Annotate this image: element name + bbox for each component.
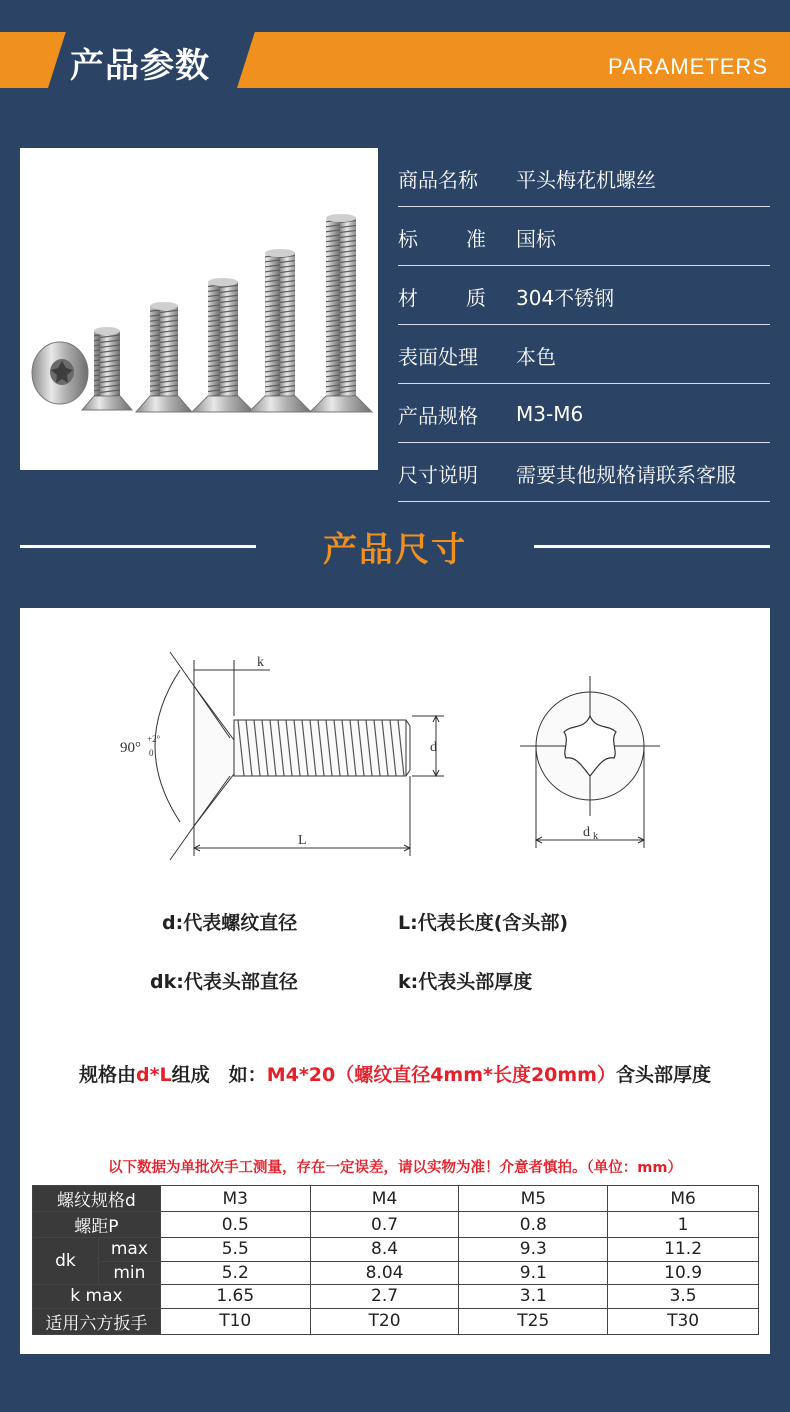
spec-label [398,341,516,370]
top-view [520,676,660,848]
spec-label-text: 准 [466,226,486,251]
spec-label [398,459,516,488]
spec-row-standard [398,207,770,266]
table-cell: 2.7 [310,1285,459,1309]
table-row-sublabel: max [98,1238,160,1262]
spec-label-text: 质 [466,285,486,310]
label-d: d [430,740,437,755]
table-cell: 8.04 [310,1261,459,1285]
table-row-label: 螺距P [33,1212,161,1238]
table-cell: T20 [310,1308,459,1334]
table-cell: 0.8 [459,1212,608,1238]
label-angle: 90° [120,740,141,756]
label-dk-sub: k [593,831,598,842]
spec-label [398,282,516,311]
table-row [33,1212,759,1238]
legend-L: L:代表长度(含头部) [398,912,569,934]
table-row-label: 适用六方扳手 [33,1308,161,1334]
measurement-notice: 以下数据为单批次手工测量，存在一定误差，请以实物为准！介意者慎拍。（单位：mm） [108,1160,682,1176]
spec-value: 需要其他规格请联系客服 [516,462,736,487]
table-header-label: 螺纹规格d [33,1186,161,1212]
label-angle-lower: 0 [149,748,154,758]
table-row [33,1285,759,1309]
spec-label [398,223,516,252]
spec-row-size [398,384,770,443]
technical-drawing [20,608,770,868]
table-cell: M3 [160,1186,310,1212]
table-cell: 9.1 [459,1261,608,1285]
screws-illustration [20,148,378,470]
table-cell: 5.5 [160,1238,310,1262]
table-cell: 9.3 [459,1238,608,1262]
table-row [33,1261,759,1285]
spec-label-text: 材 [398,285,418,310]
table-cell: 0.7 [310,1212,459,1238]
table-row [33,1308,759,1334]
top-view-labels [583,825,598,842]
table-cell: M4 [310,1186,459,1212]
spec-label-text: 表面处理 [398,344,478,369]
page-subtitle: PARAMETERS [608,54,768,79]
spec-value: M3-M6 [516,402,584,426]
table-cell: M6 [608,1186,759,1212]
page-title: 产品参数 [70,46,210,86]
table-row [33,1238,759,1262]
table-cell: T10 [160,1308,310,1334]
spec-value: 304不锈钢 [516,285,615,310]
label-angle-upper: +2° [147,734,161,744]
spec-format-mid: 组成 如： [171,1064,267,1086]
table-cell: 3.1 [459,1285,608,1309]
spec-format-prefix: 规格由 [79,1064,137,1086]
label-dk: d [583,825,590,840]
label-L: L [298,833,307,848]
spec-value: 国标 [516,226,556,251]
spec-row-note [398,443,770,502]
product-photo [20,148,378,470]
legend-k: k:代表头部厚度 [398,971,533,993]
table-row-label: k max [33,1285,161,1309]
legend-d: d:代表螺纹直径 [162,912,298,934]
spec-list [398,148,770,502]
table-cell: 8.4 [310,1238,459,1262]
table-cell: 1 [608,1212,759,1238]
table-row [33,1186,759,1212]
spec-row-material [398,266,770,325]
spec-row-name [398,148,770,207]
spec-label [398,400,516,429]
spec-label-text: 尺寸说明 [398,462,478,487]
table-cell: 3.5 [608,1285,759,1309]
table-row-sublabel: min [98,1261,160,1285]
spec-label-text: 商品名称 [398,167,478,192]
table-cell: T25 [459,1308,608,1334]
spec-format-example: M4*20（螺纹直径4mm*长度20mm） [266,1064,616,1086]
dimensions-card [20,608,770,1354]
section-title: 产品尺寸 [323,530,467,570]
side-view [155,652,444,860]
label-k: k [257,655,264,670]
table-cell: 1.65 [160,1285,310,1309]
table-cell: 0.5 [160,1212,310,1238]
spec-value: 本色 [516,344,556,369]
spec-label [398,164,516,193]
spec-format-formula: d*L [136,1064,172,1086]
table-cell: 5.2 [160,1261,310,1285]
table-cell: M5 [459,1186,608,1212]
table-row-label: dk [33,1238,99,1285]
spec-label-text: 产品规格 [398,403,478,428]
table-cell: 10.9 [608,1261,759,1285]
table-cell: 11.2 [608,1238,759,1262]
spec-value: 平头梅花机螺丝 [516,167,656,192]
spec-label-text: 标 [398,226,418,251]
spec-format-suffix: 含头部厚度 [615,1064,711,1086]
spec-format-line [20,1060,770,1087]
table-cell: T30 [608,1308,759,1334]
dimension-table [32,1185,759,1335]
legend-dk: dk:代表头部直径 [150,971,298,993]
spec-row-finish [398,325,770,384]
